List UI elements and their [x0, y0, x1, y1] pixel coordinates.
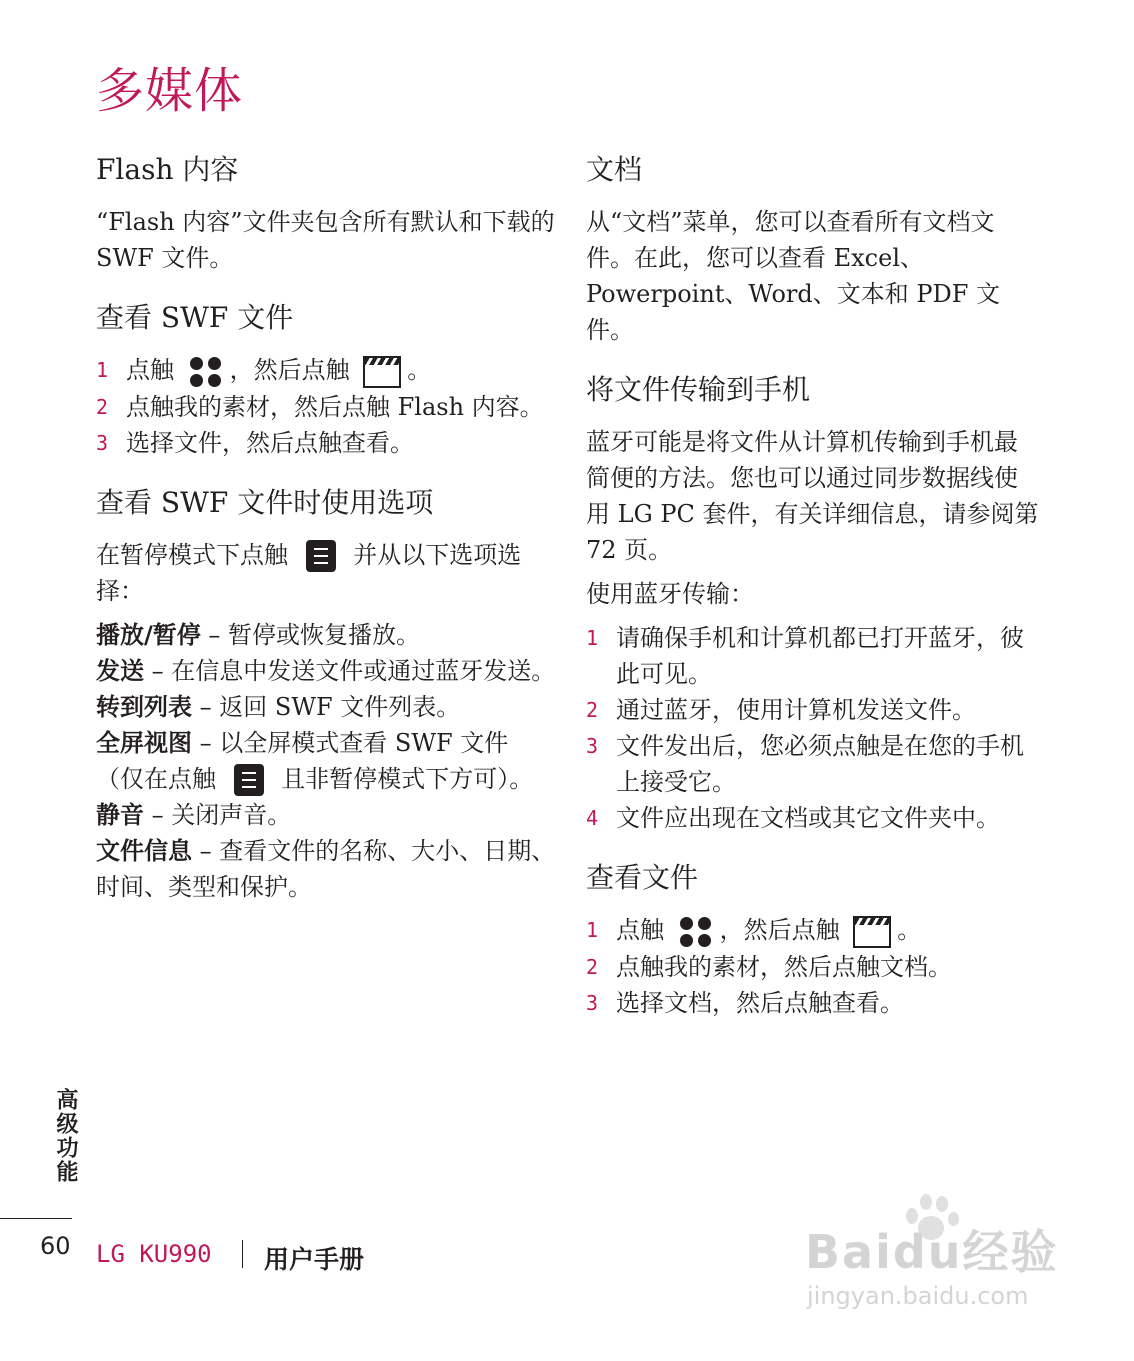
four-dots-icon	[188, 355, 224, 389]
menu-icon	[306, 540, 336, 572]
step-item	[96, 389, 556, 425]
step-number: 4	[586, 806, 599, 830]
step-text: 点触我的素材，然后点触文档。	[616, 952, 952, 981]
step-item	[586, 985, 1041, 1021]
step-item	[586, 800, 1041, 836]
flash-content-heading: Flash 内容	[96, 153, 239, 186]
four-dots-icon	[678, 915, 714, 949]
footer-divider	[242, 1240, 243, 1268]
option-desc: – 关闭声音。	[144, 800, 292, 829]
step-number: 1	[96, 358, 109, 382]
clapperboard-icon	[363, 356, 401, 388]
watermark-url: jingyan.baidu.com	[807, 1282, 1029, 1310]
step-number: 1	[586, 626, 599, 650]
step-text: 点触	[126, 356, 182, 384]
step-item	[586, 620, 1041, 692]
step-number: 2	[586, 954, 599, 979]
view-swf-heading: 查看 SWF 文件	[96, 301, 294, 334]
flash-content-section	[96, 150, 556, 276]
step-number: 3	[586, 990, 599, 1015]
intro-text: 在暂停模式下点触	[96, 540, 296, 569]
option-item	[96, 833, 556, 905]
transfer-section	[586, 370, 1041, 836]
step-text: 选择文档，然后点触查看。	[616, 988, 904, 1017]
option-term: 播放/暂停	[96, 620, 201, 649]
step-number: 3	[96, 430, 109, 455]
step-text: 点触	[616, 916, 672, 944]
footer-rule	[0, 1218, 72, 1219]
side-section-tab: 高级功能	[53, 1088, 78, 1184]
step-text: 文件发出后，您必须点触是在您的手机上接受它。	[616, 732, 1024, 796]
step-number: 1	[586, 918, 599, 942]
flash-content-body: “Flash 内容”文件夹包含所有默认和下载的 SWF 文件。	[96, 208, 555, 272]
option-term: 发送	[96, 656, 144, 685]
step-text: 。	[897, 916, 922, 944]
step-text: 请确保手机和计算机都已打开蓝牙，彼此可见。	[616, 624, 1024, 688]
documents-section	[586, 150, 1041, 348]
documents-heading: 文档	[586, 153, 643, 186]
baidu-watermark	[805, 1190, 1075, 1320]
option-desc: 且非暂停模式下方可）。	[273, 764, 534, 793]
option-item	[96, 725, 556, 797]
swf-options-section	[96, 483, 556, 905]
step-text: 文件应出现在文档或其它文件夹中。	[616, 804, 1000, 832]
view-swf-steps	[96, 352, 556, 461]
option-item	[96, 797, 556, 833]
footer-brand: LG KU990	[96, 1240, 212, 1268]
step-text: ，然后点触	[719, 916, 848, 944]
step-item	[586, 728, 1041, 800]
step-item	[586, 912, 1041, 949]
step-item	[96, 425, 556, 461]
step-item	[586, 692, 1041, 728]
option-item	[96, 689, 556, 725]
step-text: ，然后点触	[229, 356, 358, 384]
step-number: 2	[586, 698, 599, 722]
option-item	[96, 617, 556, 653]
page-title: 多媒体	[96, 63, 244, 119]
option-desc: – 以全屏模式查看 SWF 文件（仅在点触	[96, 728, 509, 793]
step-text: 通过蓝牙，使用计算机发送文件。	[616, 696, 976, 724]
step-text: 点触我的素材，然后点触 Flash 内容。	[126, 392, 544, 421]
transfer-body: 蓝牙可能是将文件从计算机传输到手机最简便的方法。您也可以通过同步数据线使用 LG PC 套件，有关详细信息，请参阅第 72 页。	[586, 428, 1039, 564]
option-desc: – 在信息中发送文件或通过蓝牙发送。	[144, 656, 556, 685]
step-text: 。	[407, 356, 432, 384]
option-desc: – 返回 SWF 文件列表。	[192, 692, 461, 721]
option-term: 转到列表	[96, 692, 192, 721]
clapperboard-icon	[853, 916, 891, 948]
step-number: 2	[96, 394, 109, 419]
documents-body: 从“文档”菜单，您可以查看所有文档文件。在此，您可以查看 Excel、Powerpoint、Word、文本和 PDF 文件。	[586, 208, 1001, 344]
view-files-section	[586, 858, 1041, 1021]
step-item	[96, 352, 556, 389]
intro-text: 并从以下选项选择：	[96, 540, 522, 605]
step-number: 3	[586, 734, 599, 758]
view-files-heading: 查看文件	[586, 861, 699, 894]
right-column	[586, 150, 1041, 1027]
menu-icon	[234, 764, 264, 796]
swf-options-heading: 查看 SWF 文件时使用选项	[96, 485, 434, 519]
view-files-steps	[586, 912, 1041, 1021]
option-term: 全屏视图	[96, 728, 192, 757]
step-text: 选择文件，然后点触查看。	[126, 428, 414, 457]
page-number: 60	[40, 1232, 71, 1260]
swf-options-intro	[96, 537, 556, 609]
view-swf-section	[96, 298, 556, 461]
option-term: 静音	[96, 800, 144, 829]
option-desc: – 查看文件的名称、大小、日期、时间、类型和保护。	[96, 836, 556, 901]
watermark-logo: Baidu经验	[805, 1225, 1059, 1279]
left-column	[96, 150, 556, 905]
transfer-steps	[586, 620, 1041, 836]
option-item	[96, 653, 556, 689]
footer-manual-title: 用户手册	[264, 1245, 365, 1274]
transfer-subheading: 使用蓝牙传输：	[586, 580, 754, 608]
step-item	[586, 949, 1041, 985]
option-term: 文件信息	[96, 836, 192, 865]
option-desc: – 暂停或恢复播放。	[200, 620, 421, 649]
transfer-heading: 将文件传输到手机	[586, 373, 811, 406]
